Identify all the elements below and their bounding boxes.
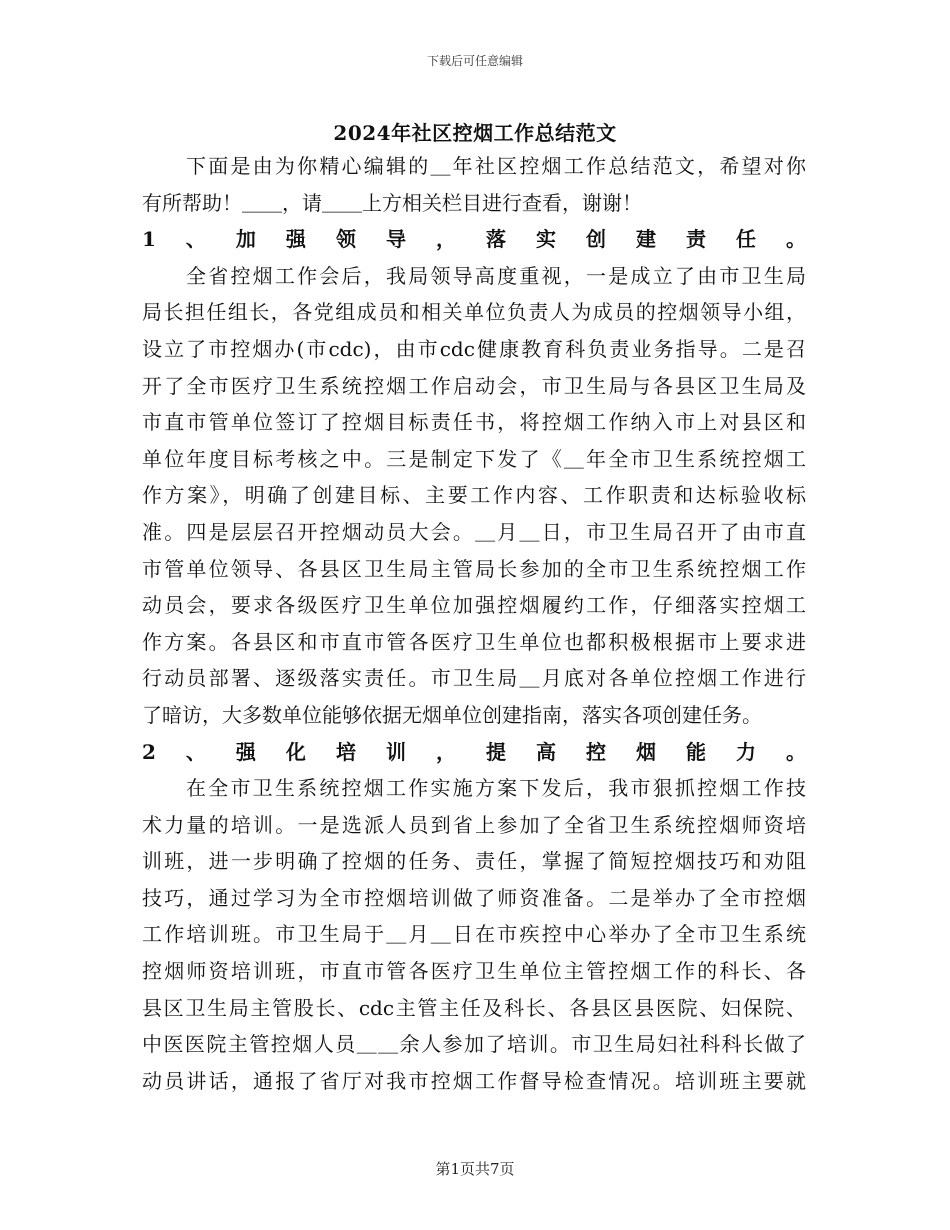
body-text-line: 中医医院主管控烟人员＿＿余人参加了培训。市卫生局妇社科科长做了 — [142, 1032, 806, 1057]
body-text-line: 训班，进一步明确了控烟的任务、责任，掌握了简短控烟技巧和劝阻 — [142, 849, 806, 874]
body-text-line: 单位年度目标考核之中。三是制定下发了《＿年全市卫生系统控烟工 — [142, 446, 806, 471]
body-text-line: 市直市管单位签订了控烟目标责任书，将控烟工作纳入市上对县区和 — [142, 410, 806, 435]
body-text-line: 准。四是层层召开控烟动员大会。＿月＿日，市卫生局召开了由市直 — [142, 519, 806, 544]
body-text-line: 动员会，要求各级医疗卫生单位加强控烟履约工作，仔细落实控烟工 — [142, 593, 806, 618]
document-title: 2024年社区控烟工作总结范文 — [333, 121, 617, 145]
body-text-line: 下面是由为你精心编辑的＿年社区控烟工作总结范文，希望对你 — [186, 154, 806, 178]
body-text-line: 市管单位领导、各县区卫生局主管局长参加的全市卫生系统控烟工作 — [142, 556, 806, 581]
body-text-line: 了暗访，大多数单位能够依据无烟单位创建指南，落实各项创建任务。 — [142, 702, 762, 727]
body-text-line: 设立了市控烟办(市cdc)，由市cdc健康教育科负责业务指导。二是召 — [142, 336, 806, 361]
body-text-line: 工作培训班。市卫生局于＿月＿日在市疾控中心举办了全市卫生系统 — [142, 922, 806, 947]
page-number: 第1页共7页 — [435, 1160, 515, 1178]
body-text-line: 控烟师资培训班，市直市管各医疗卫生单位主管控烟工作的科长、各 — [142, 959, 806, 984]
body-text-line: 开了全市医疗卫生系统控烟工作启动会，市卫生局与各县区卫生局及 — [142, 373, 806, 398]
page-header: 下载后可任意编辑 — [426, 54, 523, 68]
body-text-line: 县区卫生局主管股长、cdc主管主任及科长、各县区县医院、妇保院、 — [142, 995, 806, 1020]
body-text-line: 技巧，通过学习为全市控烟培训做了师资准备。二是举办了全市控烟 — [142, 885, 806, 910]
body-text-line: 行动员部署、逐级落实责任。市卫生局＿月底对各单位控烟工作进行 — [142, 666, 806, 691]
body-text-line: 在全市卫生系统控烟工作实施方案下发后，我市狠抓控烟工作技 — [186, 776, 806, 801]
body-text-line: 作方案》，明确了创建目标、主要工作内容、工作职责和达标验收标 — [142, 483, 806, 508]
body-text-line: 局长担任组长，各党组成员和相关单位负责人为成员的控烟领导小组， — [142, 300, 806, 325]
body-text-line: 有所帮助！＿＿，请＿＿上方相关栏目进行查看，谢谢！ — [142, 190, 642, 215]
body-text-line: 全省控烟工作会后，我局领导高度重视，一是成立了由市卫生局 — [186, 263, 806, 288]
body-text-line: 动员讲话，通报了省厅对我市控烟工作督导检查情况。培训班主要就 — [142, 1068, 806, 1093]
document-body — [142, 148, 806, 1099]
section-heading: 2、强化培训，提高控烟能力。 — [142, 739, 806, 764]
body-text-line: 术力量的培训。一是选派人员到省上参加了全省卫生系统控烟师资培 — [142, 812, 806, 837]
section-heading: 1、加强领导，落实创建责任。 — [142, 227, 806, 252]
body-text-line: 作方案。各县区和市直市管各医疗卫生单位也都积极根据市上要求进 — [142, 629, 806, 654]
